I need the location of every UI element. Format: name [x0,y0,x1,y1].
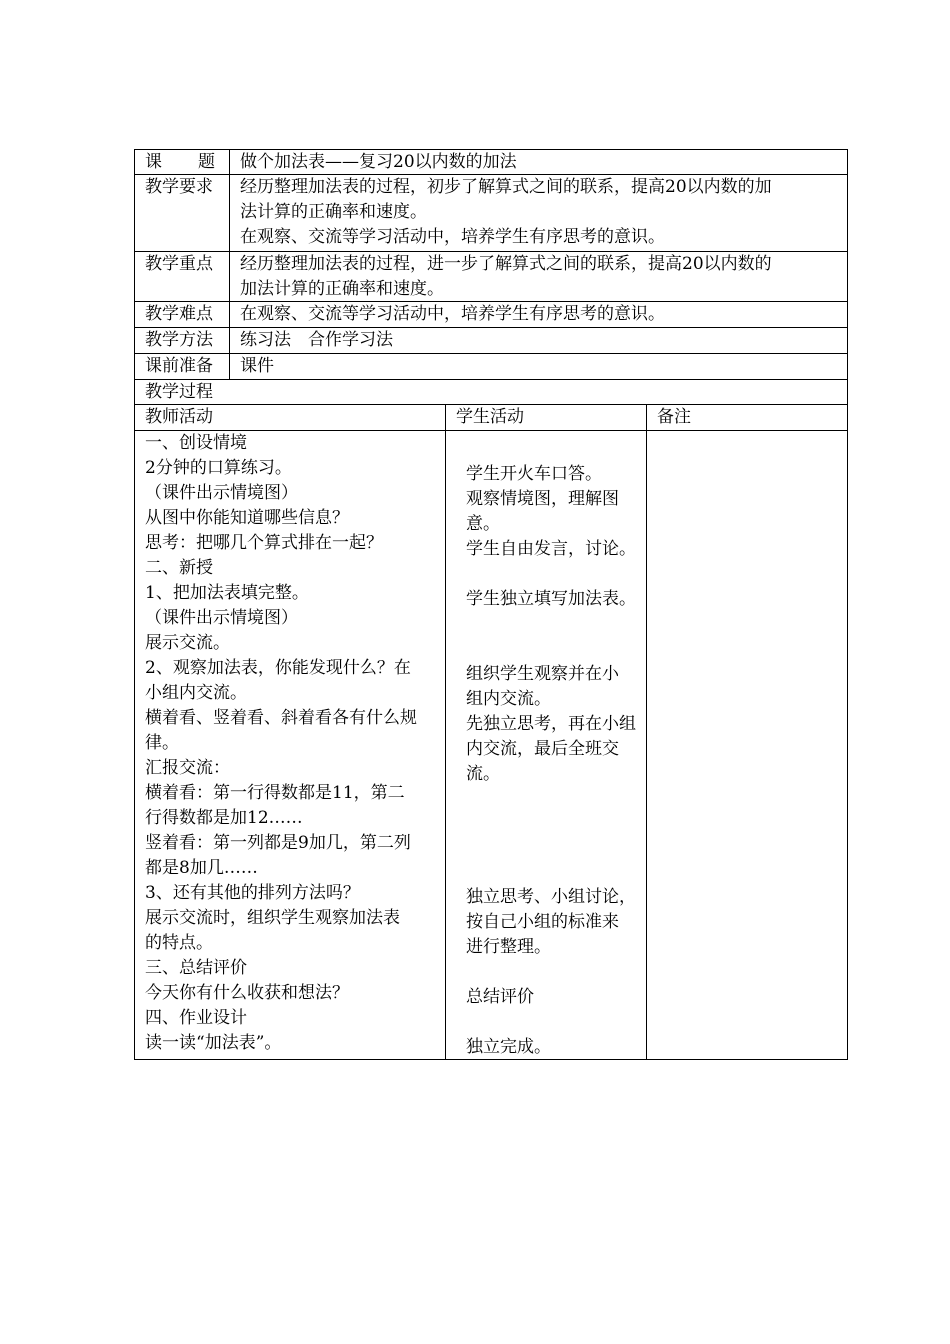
preparation-value: 课件 [240,356,274,376]
requirements-label-cell [135,175,230,251]
teacher-line: 3、还有其他的排列方法吗？ [145,883,360,903]
requirements-line: 法计算的正确率和速度。 [240,202,427,222]
topic-value-cell [230,150,848,174]
teacher-line: 律。 [145,733,179,753]
student-line: 先独立思考，再在小组 [466,714,636,734]
notes-cell [647,431,848,1059]
teacher-line: 竖着看：第一列都是9加几，第二列 [145,833,411,853]
teacher-line: 三、总结评价 [145,958,247,978]
student-line: 进行整理。 [466,937,551,957]
requirements-value-cell [230,175,848,251]
student-activity-header: 学生活动 [456,407,524,427]
student-line: 学生独立填写加法表。 [466,589,636,609]
teacher-line: 1、把加法表填完整。 [145,583,309,603]
difficulty-label: 教学难点 [145,304,213,324]
preparation-value-cell [230,354,848,379]
method-value-cell [230,328,848,353]
requirements-label: 教学要求 [145,177,213,197]
lesson-plan-table [134,149,848,1060]
teacher-line: 展示交流。 [145,633,230,653]
key-points-line: 加法计算的正确率和速度。 [240,279,444,299]
teacher-line: 展示交流时，组织学生观察加法表 [145,908,400,928]
preparation-label: 课前准备 [145,356,213,376]
teacher-line: （课件出示情境图） [145,483,298,503]
student-line: 意。 [466,514,500,534]
row-activity-headers [135,405,848,431]
student-header-cell [446,405,647,430]
row-activity-body [135,431,848,1060]
teacher-activity-cell [135,431,446,1059]
difficulty-value: 在观察、交流等学习活动中，培养学生有序思考的意识。 [240,304,665,324]
difficulty-label-cell [135,302,230,327]
preparation-label-cell [135,354,230,379]
student-line: 流。 [466,764,500,784]
student-line: 学生开火车口答。 [466,464,602,484]
topic-label-cell [135,150,230,174]
topic-label-a: 课 [145,152,162,172]
teacher-line: 横着看：第一行得数都是11，第二 [145,783,405,803]
teacher-line: 二、新授 [145,558,213,578]
teacher-line: 横着看、竖着看、斜着看各有什么规 [145,708,417,728]
process-label-cell [135,380,848,404]
teacher-line: 行得数都是加12…… [145,808,303,828]
student-line: 内交流，最后全班交 [466,739,619,759]
difficulty-value-cell [230,302,848,327]
topic-label [135,150,229,174]
teacher-line: 2分钟的口算练习。 [145,458,292,478]
teacher-header-cell [135,405,446,430]
row-method [135,328,848,354]
row-difficulty [135,302,848,328]
student-line: 观察情境图，理解图 [466,489,619,509]
topic-label-b: 题 [198,152,215,172]
teacher-line: 从图中你能知道哪些信息？ [145,508,349,528]
student-line: 学生自由发言，讨论。 [466,539,636,559]
teacher-line: 读一读“加法表”。 [145,1033,282,1053]
row-preparation [135,354,848,380]
teacher-line: （课件出示情境图） [145,608,298,628]
student-activity-cell [446,431,647,1059]
requirements-line: 在观察、交流等学习活动中，培养学生有序思考的意识。 [240,227,665,247]
method-value: 练习法 合作学习法 [240,330,393,350]
teacher-activity-header: 教师活动 [145,407,213,427]
teacher-line: 今天你有什么收获和想法？ [145,983,349,1003]
teacher-line: 四、作业设计 [145,1008,247,1028]
row-process [135,380,848,405]
student-line: 按自己小组的标准来 [466,912,619,932]
key-points-label-cell [135,252,230,301]
student-line: 总结评价 [466,987,534,1007]
student-line: 独立思考、小组讨论， [466,887,636,907]
key-points-line: 经历整理加法表的过程，进一步了解算式之间的联系，提高20以内数的 [240,254,772,274]
teacher-line: 一、创设情境 [145,433,247,453]
key-points-label: 教学重点 [145,254,213,274]
method-label: 教学方法 [145,330,213,350]
row-requirements [135,175,848,252]
student-line: 独立完成。 [466,1037,551,1057]
teacher-line: 都是8加几…… [145,858,258,878]
notes-header-cell [647,405,848,430]
teacher-line: 的特点。 [145,933,213,953]
process-label: 教学过程 [145,382,213,402]
method-label-cell [135,328,230,353]
requirements-line: 经历整理加法表的过程，初步了解算式之间的联系，提高20以内数的加 [240,177,772,197]
row-topic [135,150,848,175]
student-line: 组织学生观察并在小 [466,664,619,684]
notes-header: 备注 [657,407,691,427]
key-points-value-cell [230,252,848,301]
topic-value: 做个加法表——复习20以内数的加法 [240,152,517,172]
teacher-line: 小组内交流。 [145,683,247,703]
teacher-line: 思考：把哪几个算式排在一起？ [145,533,383,553]
student-line: 组内交流。 [466,689,551,709]
teacher-line: 汇报交流： [145,758,230,778]
teacher-line: 2、观察加法表，你能发现什么？在 [145,658,411,678]
row-key-points [135,252,848,302]
